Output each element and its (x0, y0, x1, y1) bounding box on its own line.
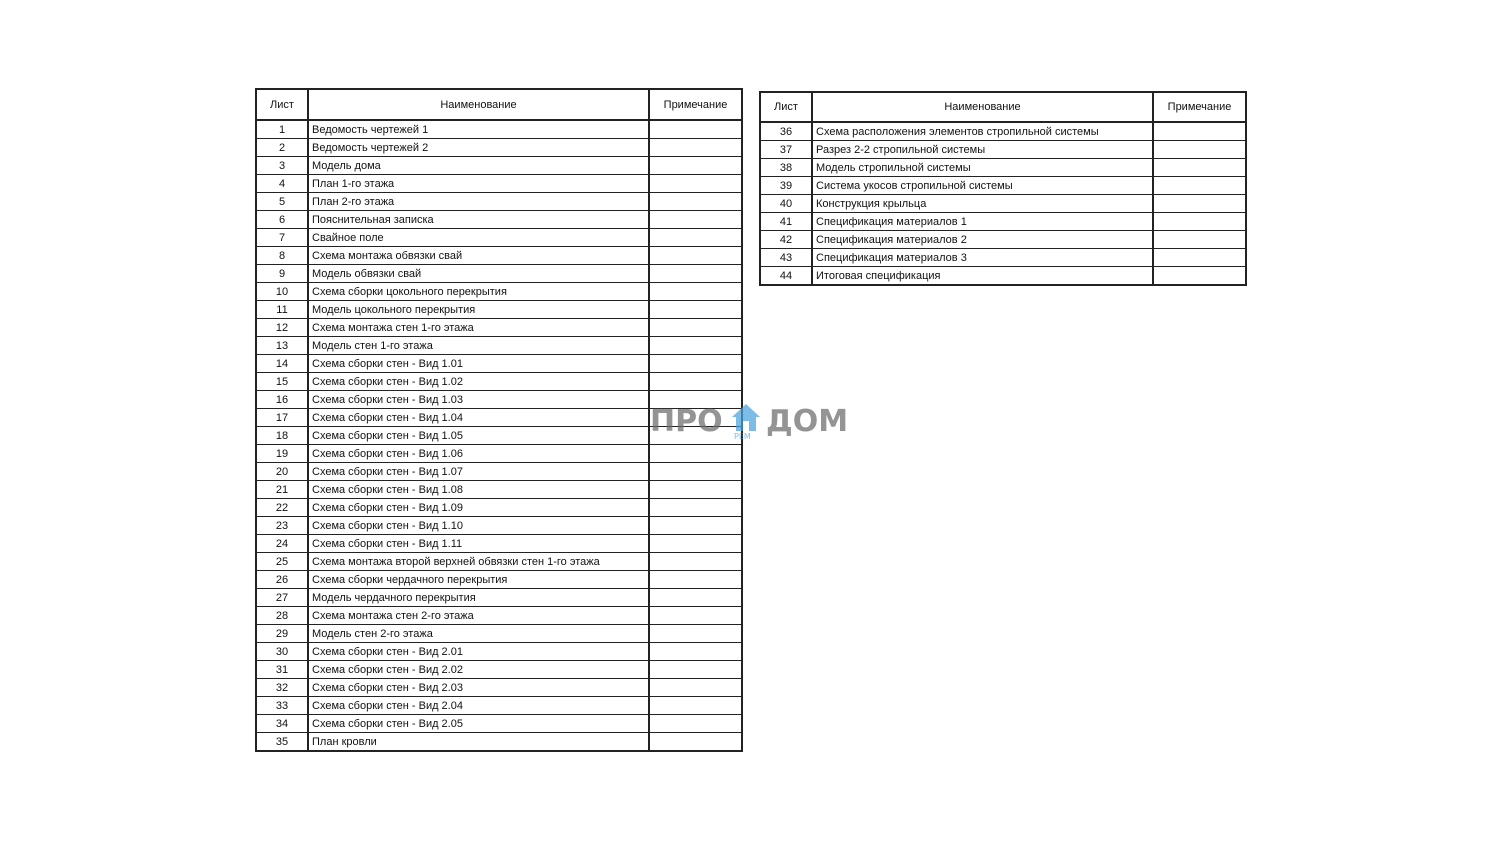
sheet-number-cell: 24 (256, 535, 308, 553)
sheet-name-cell: Схема расположения элементов стропильной системы (812, 122, 1153, 141)
table-row (760, 249, 1246, 267)
sheet-number-cell: 19 (256, 445, 308, 463)
sheet-name-cell: Схема сборки стен - Вид 1.01 (308, 355, 649, 373)
sheet-number-cell: 15 (256, 373, 308, 391)
sheet-number-cell: 5 (256, 193, 308, 211)
sheet-number-cell: 17 (256, 409, 308, 427)
sheet-number-cell: 20 (256, 463, 308, 481)
sheet-number-cell: 9 (256, 265, 308, 283)
sheet-number-cell: 21 (256, 481, 308, 499)
sheet-number-cell: 16 (256, 391, 308, 409)
sheet-name-cell: Схема сборки чердачного перекрытия (308, 571, 649, 589)
sheet-name-cell: Спецификация материалов 3 (812, 249, 1153, 267)
table-row (256, 535, 742, 553)
sheet-name-cell: Ведомость чертежей 1 (308, 120, 649, 139)
table-row (256, 463, 742, 481)
sheet-number-cell: 35 (256, 733, 308, 752)
sheet-name-cell: Схема сборки стен - Вид 1.02 (308, 373, 649, 391)
sheet-note-cell (1153, 141, 1246, 159)
table-row (256, 517, 742, 535)
sheet-number-cell: 30 (256, 643, 308, 661)
table-row (256, 337, 742, 355)
sheet-name-cell: Свайное поле (308, 229, 649, 247)
sheet-name-cell: Модель цокольного перекрытия (308, 301, 649, 319)
sheet-note-cell (649, 733, 742, 752)
sheet-number-cell: 10 (256, 283, 308, 301)
table-row (256, 157, 742, 175)
table-row (256, 499, 742, 517)
sheet-note-cell (1153, 195, 1246, 213)
table-row (760, 122, 1246, 141)
sheet-name-cell: Схема сборки стен - Вид 1.11 (308, 535, 649, 553)
sheet-number-cell: 7 (256, 229, 308, 247)
sheet-note-cell (649, 157, 742, 175)
sheet-number-cell: 36 (760, 122, 812, 141)
sheet-note-cell (649, 301, 742, 319)
sheet-note-cell (649, 571, 742, 589)
sheet-number-cell: 3 (256, 157, 308, 175)
header-sheet: Лист (256, 89, 308, 120)
sheet-note-cell (649, 463, 742, 481)
table-row (256, 643, 742, 661)
sheet-note-cell (1153, 249, 1246, 267)
sheet-number-cell: 44 (760, 267, 812, 286)
sheet-note-cell (649, 643, 742, 661)
sheet-note-cell (649, 481, 742, 499)
header-name: Наименование (812, 92, 1153, 122)
header-note: Примечание (649, 89, 742, 120)
sheet-note-cell (649, 625, 742, 643)
table-row (760, 267, 1246, 286)
sheet-number-cell: 41 (760, 213, 812, 231)
sheet-note-cell (1153, 231, 1246, 249)
sheet-number-cell: 33 (256, 697, 308, 715)
sheet-number-cell: 23 (256, 517, 308, 535)
sheet-number-cell: 4 (256, 175, 308, 193)
sheet-name-cell: Спецификация материалов 2 (812, 231, 1153, 249)
sheet-name-cell: План 1-го этажа (308, 175, 649, 193)
sheet-note-cell (649, 499, 742, 517)
sheet-note-cell (1153, 159, 1246, 177)
sheet-name-cell: Схема сборки стен - Вид 2.03 (308, 679, 649, 697)
watermark-subtext: РЕМ (734, 432, 751, 441)
table-row (256, 589, 742, 607)
sheet-name-cell: Схема сборки стен - Вид 1.03 (308, 391, 649, 409)
sheet-name-cell: Схема сборки стен - Вид 1.04 (308, 409, 649, 427)
table-row (256, 193, 742, 211)
table-row (256, 283, 742, 301)
sheet-number-cell: 27 (256, 589, 308, 607)
table-row (256, 571, 742, 589)
table-header-row (256, 89, 742, 120)
sheet-name-cell: Схема монтажа второй верхней обвязки стен 1-го этажа (308, 553, 649, 571)
sheet-note-cell (649, 535, 742, 553)
drawing-list-table-right (759, 91, 1247, 286)
sheet-number-cell: 1 (256, 120, 308, 139)
sheet-note-cell (649, 175, 742, 193)
sheet-note-cell (1153, 177, 1246, 195)
table-row (256, 553, 742, 571)
house-icon (731, 403, 761, 433)
sheet-note-cell (649, 229, 742, 247)
sheet-number-cell: 8 (256, 247, 308, 265)
sheet-number-cell: 6 (256, 211, 308, 229)
sheet-note-cell (649, 193, 742, 211)
table-row (760, 213, 1246, 231)
sheet-note-cell (649, 517, 742, 535)
table-row (256, 715, 742, 733)
sheet-name-cell: Модель дома (308, 157, 649, 175)
table-row (256, 211, 742, 229)
sheet-name-cell: Пояснительная записка (308, 211, 649, 229)
table-row (256, 661, 742, 679)
table-row (256, 301, 742, 319)
table-row (256, 607, 742, 625)
table-body-right (760, 122, 1246, 285)
sheet-name-cell: Модель стропильной системы (812, 159, 1153, 177)
sheet-note-cell (649, 553, 742, 571)
table-row (256, 445, 742, 463)
sheet-name-cell: Схема сборки цокольного перекрытия (308, 283, 649, 301)
header-sheet: Лист (760, 92, 812, 122)
table-row (760, 231, 1246, 249)
sheet-note-cell (649, 697, 742, 715)
table-row (256, 697, 742, 715)
sheet-number-cell: 13 (256, 337, 308, 355)
table-row (256, 373, 742, 391)
table-row (256, 481, 742, 499)
sheet-name-cell: Модель чердачного перекрытия (308, 589, 649, 607)
table-row (256, 247, 742, 265)
table-row (256, 355, 742, 373)
table-row (256, 625, 742, 643)
sheet-name-cell: Схема монтажа стен 1-го этажа (308, 319, 649, 337)
sheet-note-cell (649, 337, 742, 355)
sheet-note-cell (649, 211, 742, 229)
sheet-name-cell: Схема сборки стен - Вид 1.10 (308, 517, 649, 535)
sheet-name-cell: Система укосов стропильной системы (812, 177, 1153, 195)
sheet-name-cell: План кровли (308, 733, 649, 752)
sheet-note-cell (649, 265, 742, 283)
sheet-note-cell (649, 247, 742, 265)
table-row (256, 679, 742, 697)
sheet-name-cell: Разрез 2-2 стропильной системы (812, 141, 1153, 159)
sheet-name-cell: План 2-го этажа (308, 193, 649, 211)
sheet-note-cell (649, 607, 742, 625)
sheet-note-cell (649, 355, 742, 373)
table-header-row (760, 92, 1246, 122)
sheet-name-cell: Схема сборки стен - Вид 2.05 (308, 715, 649, 733)
sheet-name-cell: Схема сборки стен - Вид 1.06 (308, 445, 649, 463)
sheet-name-cell: Схема сборки стен - Вид 1.09 (308, 499, 649, 517)
sheet-name-cell: Ведомость чертежей 2 (308, 139, 649, 157)
sheet-number-cell: 34 (256, 715, 308, 733)
header-note: Примечание (1153, 92, 1246, 122)
sheet-note-cell (649, 445, 742, 463)
sheet-note-cell (1153, 213, 1246, 231)
table-row (760, 141, 1246, 159)
sheet-number-cell: 22 (256, 499, 308, 517)
sheet-number-cell: 28 (256, 607, 308, 625)
sheet-note-cell (649, 373, 742, 391)
sheet-name-cell: Модель стен 2-го этажа (308, 625, 649, 643)
sheet-note-cell (649, 661, 742, 679)
sheet-number-cell: 37 (760, 141, 812, 159)
sheet-name-cell: Спецификация материалов 1 (812, 213, 1153, 231)
table-row (256, 120, 742, 139)
table-row (256, 229, 742, 247)
sheet-number-cell: 32 (256, 679, 308, 697)
header-name: Наименование (308, 89, 649, 120)
sheet-note-cell (649, 589, 742, 607)
table-row (760, 159, 1246, 177)
sheet-name-cell: Схема сборки стен - Вид 2.01 (308, 643, 649, 661)
sheet-number-cell: 11 (256, 301, 308, 319)
table-row (760, 195, 1246, 213)
sheet-note-cell (1153, 122, 1246, 141)
sheet-number-cell: 2 (256, 139, 308, 157)
sheet-number-cell: 14 (256, 355, 308, 373)
sheet-number-cell: 26 (256, 571, 308, 589)
watermark-text-right: ДОМ (766, 404, 849, 439)
table-row (256, 139, 742, 157)
sheet-number-cell: 43 (760, 249, 812, 267)
sheet-number-cell: 12 (256, 319, 308, 337)
table-row (256, 175, 742, 193)
sheet-note-cell (649, 139, 742, 157)
sheet-number-cell: 31 (256, 661, 308, 679)
sheet-number-cell: 40 (760, 195, 812, 213)
sheet-number-cell: 39 (760, 177, 812, 195)
watermark-text-left: ПРО (650, 404, 723, 439)
sheet-note-cell (1153, 267, 1246, 286)
table-row (256, 319, 742, 337)
sheet-name-cell: Модель стен 1-го этажа (308, 337, 649, 355)
sheet-number-cell: 18 (256, 427, 308, 445)
sheet-name-cell: Схема сборки стен - Вид 1.07 (308, 463, 649, 481)
table-row (256, 733, 742, 752)
sheet-name-cell: Итоговая спецификация (812, 267, 1153, 286)
table-row (760, 177, 1246, 195)
table-row (256, 265, 742, 283)
sheet-name-cell: Схема сборки стен - Вид 1.05 (308, 427, 649, 445)
sheet-note-cell (649, 283, 742, 301)
sheet-name-cell: Схема сборки стен - Вид 1.08 (308, 481, 649, 499)
sheet-name-cell: Конструкция крыльца (812, 195, 1153, 213)
sheet-name-cell: Модель обвязки свай (308, 265, 649, 283)
sheet-name-cell: Схема монтажа стен 2-го этажа (308, 607, 649, 625)
watermark-logo (650, 401, 850, 445)
sheet-number-cell: 29 (256, 625, 308, 643)
sheet-name-cell: Схема сборки стен - Вид 2.04 (308, 697, 649, 715)
sheet-number-cell: 38 (760, 159, 812, 177)
sheet-number-cell: 42 (760, 231, 812, 249)
sheet-note-cell (649, 715, 742, 733)
sheet-name-cell: Схема монтажа обвязки свай (308, 247, 649, 265)
sheet-note-cell (649, 679, 742, 697)
sheet-note-cell (649, 319, 742, 337)
sheet-number-cell: 25 (256, 553, 308, 571)
sheet-name-cell: Схема сборки стен - Вид 2.02 (308, 661, 649, 679)
sheet-note-cell (649, 120, 742, 139)
